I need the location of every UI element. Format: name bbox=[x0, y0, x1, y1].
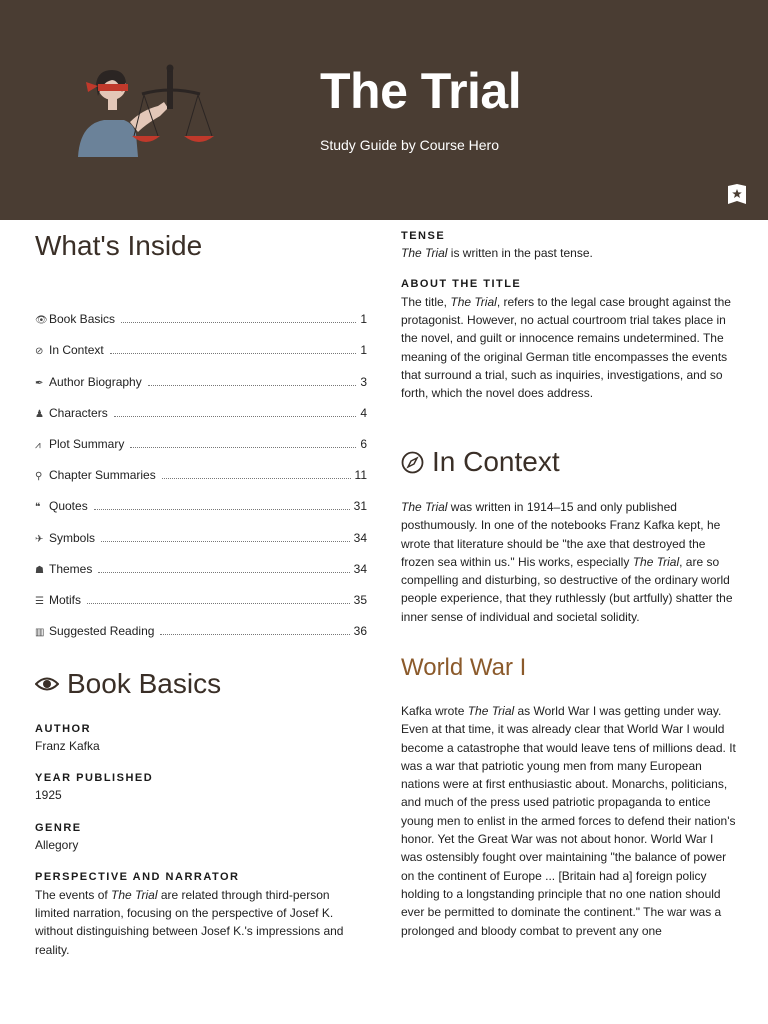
tense-label: TENSE bbox=[401, 230, 446, 242]
perspective-value: The events of The Trial are related through third-person limited narration, focusing on the perspective of Josef K. without distinguishing between Josef K.'s impressions and reality. bbox=[35, 888, 344, 957]
course-hero-logo-icon bbox=[728, 184, 746, 204]
toc-item-label: Themes bbox=[49, 561, 93, 576]
toc-heading: What's Inside bbox=[35, 230, 203, 261]
toc-item-label: Author Biography bbox=[49, 374, 142, 389]
toc-item-label: Quotes bbox=[49, 499, 88, 514]
toc-item[interactable] bbox=[35, 482, 367, 513]
table-of-contents bbox=[35, 295, 367, 638]
compass-icon bbox=[401, 451, 424, 474]
in-context-paragraph: The Trial was written in 1914–15 and only published posthumously. In one of the notebooks Franz Kafka kept, he wrote that literature should be "the axe that destroyed the frozen sea within us." His works, especially The Trial, are so compelling and disturbing, so destructive of the ordinary world people experience, that they ruthlessly (but artfully) shatter the inner sense of individual and societal solidity. bbox=[401, 500, 733, 624]
toc-item[interactable] bbox=[35, 513, 367, 544]
toc-item[interactable] bbox=[35, 389, 367, 420]
toc-item-page: 31 bbox=[353, 499, 367, 514]
toc-item-label: Chapter Summaries bbox=[49, 468, 156, 483]
header-banner bbox=[0, 0, 768, 220]
toc-item-label: In Context bbox=[49, 343, 104, 358]
justice-illustration bbox=[72, 62, 217, 162]
toc-item[interactable] bbox=[35, 326, 367, 357]
toc-leader-dots bbox=[98, 572, 349, 573]
toc-item-label: Suggested Reading bbox=[49, 624, 155, 639]
toc-item[interactable] bbox=[35, 576, 367, 607]
toc-item-label: Characters bbox=[49, 405, 108, 420]
toc-leader-dots bbox=[114, 416, 357, 417]
eye-icon: 👁 bbox=[35, 315, 48, 327]
toc-item[interactable] bbox=[35, 420, 367, 451]
chart-icon: ⩘ bbox=[35, 439, 41, 451]
quote-icon: ❝ bbox=[35, 502, 41, 514]
toc-leader-dots bbox=[160, 634, 349, 635]
toc-item[interactable] bbox=[35, 357, 367, 388]
author-label: AUTHOR bbox=[35, 723, 92, 735]
perspective-label: PERSPECTIVE AND NARRATOR bbox=[35, 871, 240, 883]
people-icon: ♟ bbox=[35, 408, 44, 420]
toc-item-page: 35 bbox=[353, 592, 367, 607]
book-title: The Trial bbox=[320, 63, 522, 119]
toc-item-page: 34 bbox=[353, 530, 367, 545]
toc-item-label: Book Basics bbox=[49, 312, 116, 327]
book-subtitle: Study Guide by Course Hero bbox=[320, 137, 499, 153]
toc-leader-dots bbox=[101, 541, 350, 542]
in-context-heading bbox=[401, 446, 560, 478]
toc-item[interactable] bbox=[35, 545, 367, 576]
perspective-block bbox=[35, 871, 367, 959]
toc-item-label: Motifs bbox=[49, 592, 82, 607]
tense-block bbox=[401, 230, 736, 262]
about-title-value: The title, The Trial, refers to the legal case brought against the protagonist. However, no actual courtroom trial takes place in the novel, and guilt or innocence remains undetermined. The meaning of the original German title encompasses the events that surround a trial, such as inquiries, investigations, and so forth, which the novel does address. bbox=[401, 295, 731, 401]
about-title-block bbox=[401, 278, 736, 402]
toc-item-page: 1 bbox=[360, 343, 367, 358]
genre-block bbox=[35, 822, 367, 854]
toc-item-page: 1 bbox=[360, 312, 367, 327]
toc-item[interactable] bbox=[35, 451, 367, 482]
toc-leader-dots bbox=[94, 509, 350, 510]
about-title-label: ABOUT THE TITLE bbox=[401, 278, 522, 290]
eye-icon bbox=[35, 676, 59, 692]
book-basics-title: Book Basics bbox=[67, 668, 222, 699]
toc-item[interactable] bbox=[35, 607, 367, 638]
year-value: 1925 bbox=[35, 788, 62, 802]
book-basics-heading bbox=[35, 668, 367, 700]
compass-icon: ⊘ bbox=[35, 346, 44, 358]
toc-item-page: 3 bbox=[360, 374, 367, 389]
author-block bbox=[35, 723, 367, 755]
magnifier-icon: ⚲ bbox=[35, 471, 43, 483]
toc-item-page: 11 bbox=[354, 468, 367, 483]
pen-icon: ✒ bbox=[35, 377, 44, 389]
toc-item[interactable] bbox=[35, 295, 367, 326]
author-value: Franz Kafka bbox=[35, 739, 100, 753]
toc-item-page: 4 bbox=[360, 405, 367, 420]
books-icon: ▥ bbox=[35, 627, 45, 639]
genre-value: Allegory bbox=[35, 838, 79, 852]
toc-leader-dots bbox=[148, 385, 357, 386]
toc-item-page: 34 bbox=[353, 561, 367, 576]
tense-value: The Trial is written in the past tense. bbox=[401, 246, 593, 260]
list-icon: ☰ bbox=[35, 595, 44, 607]
book-basics-section bbox=[35, 668, 367, 700]
world-war-heading: World War I bbox=[401, 654, 527, 681]
toc-item-page: 36 bbox=[353, 624, 367, 639]
toc-leader-dots bbox=[130, 447, 356, 448]
toc-item-label: Symbols bbox=[49, 530, 96, 545]
year-label: YEAR PUBLISHED bbox=[35, 772, 154, 784]
toc-leader-dots bbox=[121, 322, 356, 323]
toc-leader-dots bbox=[110, 353, 357, 354]
in-context-title: In Context bbox=[432, 446, 560, 477]
toc-leader-dots bbox=[87, 603, 350, 604]
toc-item-label: Plot Summary bbox=[49, 436, 125, 451]
world-war-paragraph: Kafka wrote The Trial as World War I was getting under way. Even at that time, it was already clear that World War I would become a catastrophe that would leave tens of millions dead. It was a war that patriotic young men from many European nations were at first enthusiastic about. Monarchs, politicians, and much of the press used patriotic propaganda to entice young men to enlist in the armed forces to defend their nation's honor. Yet the Great War was not about honor. World War I was ostensibly fought over maintaining "the balance of power on the continent of Europe ... [Britain had a] foreign policy holding to a longstanding principle that no one nation should ever be permitted to dominate the continent." The war was a prolonged and bloody combat to prevent any one bbox=[401, 704, 736, 938]
toc-item-page: 6 bbox=[360, 436, 367, 451]
bird-icon: ✈ bbox=[35, 533, 44, 545]
year-block bbox=[35, 772, 367, 804]
masks-icon: ☗ bbox=[35, 564, 44, 576]
genre-label: GENRE bbox=[35, 822, 82, 834]
toc-leader-dots bbox=[162, 478, 351, 479]
